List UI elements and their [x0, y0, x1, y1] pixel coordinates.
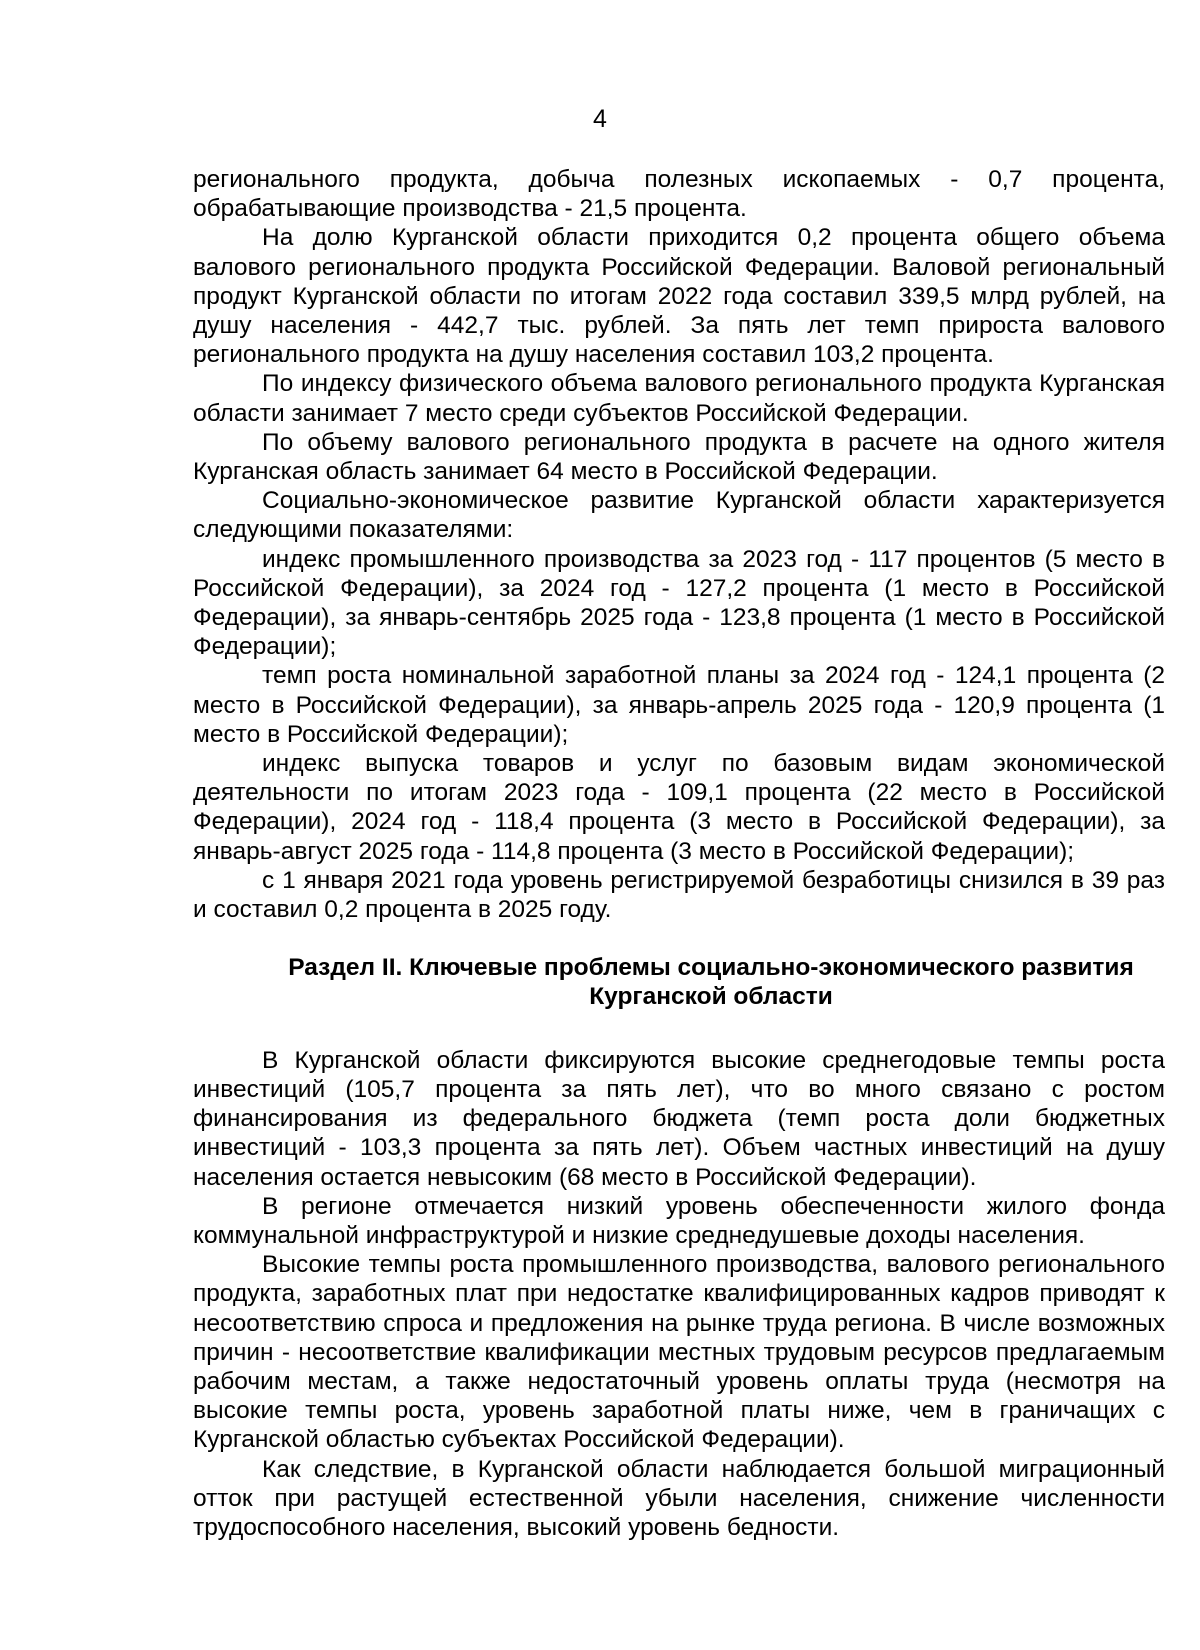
document-body — [193, 165, 1165, 1542]
paragraphs-top — [193, 165, 1165, 924]
page-number: 4 — [593, 105, 607, 133]
paragraph: По индексу физического объема валового регионального продукта Курганская области занимает 7 место среди субъектов Российской Федерации. — [193, 370, 1165, 427]
list-item-paragraph: темп роста номинальной заработной планы за 2024 год - 124,1 процента (2 место в Российской Федерации), за январь-апрель 2025 года - 120,9 процента (1 место в Российской Федерации); — [193, 662, 1165, 748]
paragraph: регионального продукта, добыча полезных ископаемых - 0,7 процента, обрабатывающие производства - 21,5 процента. — [193, 166, 1165, 223]
paragraph: Высокие темпы роста промышленного производства, валового регионального продукта, заработных плат при недостатке квалифицированных кадров приводят к несоответствию спроса и предложения на рынке труда региона. В числе возможных причин - несоответствие квалификации местных трудовым ресурсов предлагаемым рабочим местам, а также недостаточный уровень оплаты труда (несмотря на высокие темпы роста, уровень заработной платы ниже, чем в граничащих с Курганской областью субъектах Российской Федерации). — [193, 1251, 1165, 1454]
paragraph: В Курганской области фиксируются высокие среднегодовые темпы роста инвестиций (105,7 процента за пять лет), что во много связано с ростом финансирования из федерального бюджета (темп роста доли бюджетных инвестиций - 103,3 процента за пять лет). Объем частных инвестиций на душу населения остается невысоким (68 место в Российской Федерации). — [193, 1046, 1165, 1191]
paragraph: Социально-экономическое развитие Курганской области характеризуется следующими показателями: — [193, 487, 1165, 544]
list-item-paragraph: с 1 января 2021 года уровень регистрируемой безработицы снизился в 39 раз и составил 0,2 процента в 2025 году. — [193, 866, 1165, 924]
paragraph: В регионе отмечается низкий уровень обеспеченности жилого фонда коммунальной инфраструктурой и низкие среднедушевые доходы населения. — [193, 1192, 1165, 1249]
section-heading-line-2: Курганской области — [589, 983, 833, 1011]
list-item-paragraph: индекс промышленного производства за 2023 год - 117 процентов (5 место в Российской Федерации), за 2024 год - 127,2 процента (1 место в Российской Федерации), за январь-сентябрь 2025 года - 123,8 процента (1 место в Российской Федерации); — [193, 545, 1165, 661]
paragraph: Как следствие, в Курганской области наблюдается большой миграционный отток при растущей естественной убыли населения, снижение численности трудоспособного населения, высокий уровень бедности. — [193, 1455, 1165, 1541]
list-item-paragraph: индекс выпуска товаров и услуг по базовым видам экономической деятельности по итогам 2023 года - 109,1 процента (22 место в Российской Федерации), 2024 год - 118,4 процента (3 место в Российской Федерации), за январь-август 2025 года - 114,8 процента (3 место в Российской Федерации); — [193, 750, 1165, 865]
paragraphs-bottom — [193, 1046, 1165, 1542]
section-heading — [193, 953, 1165, 1011]
paragraph: По объему валового регионального продукта в расчете на одного жителя Курганская область занимает 64 место в Российской Федерации. — [193, 428, 1165, 486]
section-heading-line-1: Раздел II. Ключевые проблемы социально-экономического развития — [288, 954, 1134, 982]
paragraph: На долю Курганской области приходится 0,2 процента общего объема валового регионального продукта Российской Федерации. Валовой региональный продукт Курганской области по итогам 2022 года составил 339,5 млрд рублей, на душу населения - 442,7 тыс. рублей. За пять лет темп прироста валового регионального продукта на душу населения составил 103,2 процента. — [193, 224, 1165, 369]
